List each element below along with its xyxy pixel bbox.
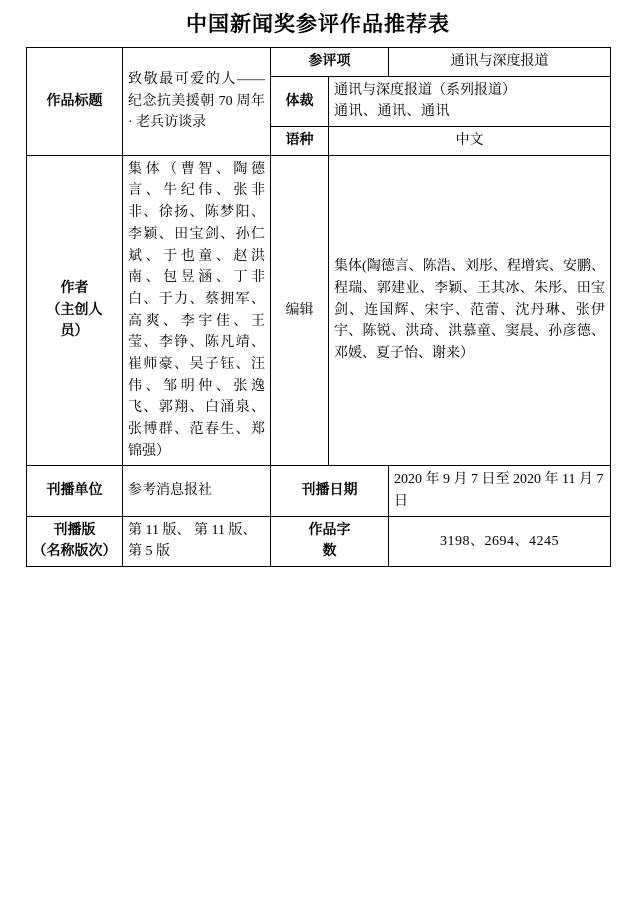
value-publish-edition: 第 11 版、 第 11 版、第 5 版 — [123, 516, 271, 566]
table-row — [27, 516, 611, 566]
value-editors: 集体(陶德言、陈浩、刘彤、程增宾、安鹏、程瑞、郭建业、李颖、王其冰、朱彤、田宝剑、连国辉、宋宇、范蕾、沈丹琳、张伊宇、陈锐、洪琦、洪慕童、窦晨、孙彦德、邓媛、夏子怡、谢来） — [329, 155, 611, 466]
label-authors-line-1: 作者 — [60, 281, 89, 297]
value-publish-unit: 参考消息报社 — [123, 466, 271, 516]
value-word-count: 3198、2694、4245 — [389, 516, 611, 566]
label-publish-unit: 刊播单位 — [27, 466, 123, 516]
genre-line-2: 通讯、通讯、通讯 — [334, 104, 450, 120]
label-word-count-line-1: 作品字 — [308, 522, 351, 538]
value-work-title: 致敬最可爱的人——纪念抗美援朝 70 周年 · 老兵访谈录 — [123, 48, 271, 156]
document-page — [0, 8, 636, 567]
label-authors — [27, 155, 123, 466]
label-language: 语种 — [271, 127, 329, 156]
page-title: 中国新闻奖参评作品推荐表 — [186, 12, 450, 36]
label-publish-edition-line-1: 刊播版 — [53, 522, 96, 538]
genre-line-1: 通讯与深度报道（系列报道） — [334, 82, 516, 98]
value-genre — [329, 76, 611, 126]
label-publish-date: 刊播日期 — [271, 466, 389, 516]
label-review-item: 参评项 — [271, 48, 389, 77]
label-word-count — [271, 516, 389, 566]
table-row — [27, 48, 611, 77]
value-publish-date: 2020 年 9 月 7 日至 2020 年 11 月 7 日 — [389, 466, 611, 516]
recommendation-form-table — [26, 47, 611, 567]
value-authors: 集体（曹智、陶德言、牛纪伟、张非非、徐扬、陈梦阳、李颖、田宝剑、孙仁斌、于也童、赵洪南、包昱涵、丁非白、于力、蔡拥军、高爽、李宇佳、王莹、李铮、陈凡靖、崔师豪、吴子钰、汪伟、邹明仲、张逸飞、郭翔、白涌泉、张博群、范春生、郑锦强） — [123, 155, 271, 466]
label-editor: 编辑 — [271, 155, 329, 466]
label-work-title: 作品标题 — [27, 48, 123, 156]
label-authors-line-3: 员） — [60, 324, 89, 340]
label-genre: 体裁 — [271, 76, 329, 126]
value-language: 中文 — [329, 127, 611, 156]
label-publish-edition-line-2: （名称版次） — [32, 544, 117, 560]
label-authors-line-2: （主创人 — [46, 302, 103, 318]
label-publish-edition — [27, 516, 123, 566]
value-review-item: 通讯与深度报道 — [389, 48, 611, 77]
label-word-count-line-2: 数 — [322, 544, 337, 560]
table-row — [27, 155, 611, 466]
table-row — [27, 466, 611, 516]
